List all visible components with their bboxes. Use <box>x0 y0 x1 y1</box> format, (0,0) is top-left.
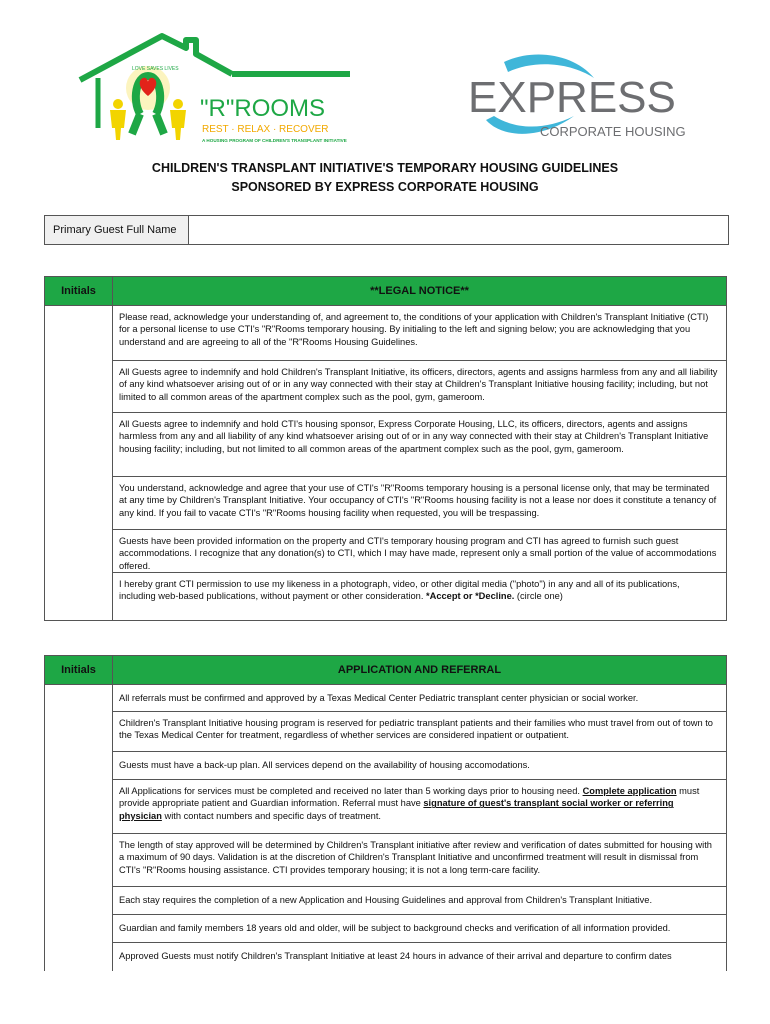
app-row-new-application: Each stay requires the completion of a new Application and Housing Guidelines and approval from Children's Transplant Initiative. <box>113 887 726 915</box>
initials-column[interactable] <box>45 306 113 621</box>
rrooms-brand: "R"ROOMS <box>200 95 326 122</box>
app-row-referrals: All referrals must be confirmed and approved by a Texas Medical Center Pediatric transplant center physician or social worker. <box>113 685 726 712</box>
legal-notice-section <box>44 276 727 621</box>
rrooms-logo <box>76 30 356 150</box>
application-header <box>45 656 726 685</box>
legal-row-accommodations: Guests have been provided information on the property and CTI's temporary housing program and CTI has agreed to furnish such guest accommodations. I recognize that any donation(s) to CTI, which I may have made, represent only a small portion of the value of accommodations offered. <box>113 530 726 573</box>
primary-guest-label: Primary Guest Full Name <box>45 216 189 244</box>
legal-row-indemnify-sponsor: All Guests agree to indemnify and hold CTI's housing sponsor, Express Corporate Housing, LLC, its officers, directors, agents and assigns harmless from any and all liability of any kind whatsoever arising out of or in any way connected with their stay at Children's Transplant Initiative housing facility; including, but not limited to all common areas of the apartment complex such as the pool, gym, gameroom. <box>113 413 726 477</box>
legal-row-photo-permission <box>113 573 726 621</box>
initials-header: Initials <box>45 656 113 684</box>
application-title: APPLICATION AND REFERRAL <box>337 664 502 676</box>
document-title: CHILDREN'S TRANSPLANT INITIATIVE'S TEMPORARY HOUSING GUIDELINES <box>151 161 619 175</box>
express-logo <box>464 50 704 145</box>
legal-row-indemnify-cti: All Guests agree to indemnify and hold Children's Transplant Initiative, its officers, directors, agents and assigns harmless from any and all liability of any kind whatsoever arising out of or in any way connected with their stay at Children's Transplant Initiative housing facility; including, but not limited to all common areas of the apartment complex such as the pool, gym, gameroom. <box>113 361 726 413</box>
legal-notice-header <box>45 277 726 306</box>
app-row-notify: Approved Guests must notify Children's Transplant Initiative at least 24 hours in advance of their arrival and departure to confirm dates <box>119 951 672 961</box>
rrooms-tagline: REST · RELAX · RECOVER <box>202 124 329 135</box>
initials-column[interactable] <box>45 685 113 971</box>
ribbon-text: LOVE SAVES LIVES <box>132 66 179 72</box>
accept-decline-text[interactable]: *Accept or *Decline. <box>425 591 515 602</box>
document-subtitle: SPONSORED BY EXPRESS CORPORATE HOUSING <box>231 180 539 194</box>
legal-row-license: You understand, acknowledge and agree that your use of CTI's "R"Rooms temporary housing is a personal license only, that may be terminated at any time by Children's Transplant Initiative. Your occupancy of CTI's "R"Rooms housing facility is not a lease nor does it constitute a tenancy of any kind. If you fail to vacate CTI's "R"Rooms housing facility when requested, you will be trespassing. <box>113 477 726 530</box>
legal-row-acknowledge: Please read, acknowledge your understanding of, and agreement to, the conditions of your application with Children's Transplant Initiative (CTI) for a personal license to use CTI's "R"Rooms temporary housing. By initialing to the left and signing below; you are acknowledging that you understand and are agreeing to all of the "R"Rooms Housing Guidelines. <box>113 306 726 361</box>
primary-guest-name-field[interactable] <box>189 216 728 244</box>
photo-permission-text: I hereby grant CTI permission to use my likeness in a photograph, video, or other digital media ("photo") in any and all of its publications, including web-based publications, without payment or other consideration. <box>119 579 680 602</box>
express-sub: CORPORATE HOUSING <box>540 124 686 139</box>
app-row-backup-plan: Guests must have a back-up plan. All services depend on the availability of housing accomodations. <box>113 752 726 780</box>
app-row-eligibility: Children's Transplant Initiative housing program is reserved for pediatric transplant patients and their families who must travel from out of town to the Texas Medical Center for treatment, regardless of whether services are considered inpatient or outpatient. <box>113 712 726 752</box>
app-row-background-checks: Guardian and family members 18 years old and older, will be subject to background checks and verification of all information provided. <box>113 915 726 943</box>
circle-one-text: (circle one) <box>514 591 563 602</box>
app-row-length-of-stay: The length of stay approved will be determined by Children's Transplant initiative after review and verification of dates submitted for housing with a maximum of 90 days. Validation is at the discretion of Children's Transplant Initiative and unconfirmed treatment will result in dismissal from CTI's "R"Rooms housing assistance. CTI provides temporary housing; it is not a long term-care facility. <box>113 834 726 887</box>
primary-guest-row <box>44 215 729 245</box>
rrooms-subline: A HOUSING PROGRAM OF CHILDREN'S TRANSPLANT INITIATIVE <box>202 138 347 143</box>
app-row-applications: All Applications for services must be completed and received no later than 5 working days prior to housing need. Complete application must provide appropriate patient and Guardian information. Referral must have signature of guest's transplant social worker or referring physician with contact numbers and specific days of treatment. <box>113 780 726 834</box>
legal-notice-title: **LEGAL NOTICE** <box>370 285 469 297</box>
express-brand: EXPRESS <box>468 73 676 122</box>
initials-header: Initials <box>45 277 113 305</box>
application-section <box>44 655 727 971</box>
